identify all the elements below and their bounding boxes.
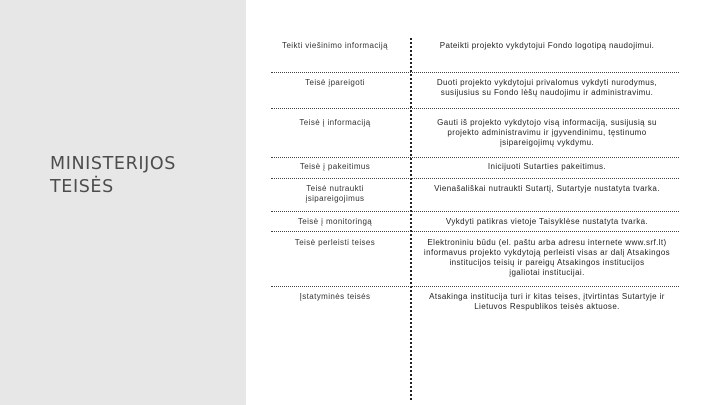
row-description-line: Gauti iš projekto vykdytojo visą informaciją, susijusią su xyxy=(437,118,657,127)
row-description-line: įsipareigojimų vykdymu. xyxy=(499,138,595,147)
slide-title xyxy=(50,153,240,199)
row-term-line: Teisė nutraukti xyxy=(306,184,364,193)
row-description-line: įgaliotai institucijai. xyxy=(509,268,585,277)
table-row xyxy=(271,118,679,156)
row-description-line: Lietuvos Respublikos teisės aktuose. xyxy=(474,302,620,311)
row-separator xyxy=(271,231,679,232)
row-description xyxy=(415,217,679,227)
table-row xyxy=(271,41,679,79)
row-description-line: Duoti projekto vykdytojui privalomus vykdyti nurodymus, xyxy=(436,78,658,87)
row-term: Teisė į informaciją xyxy=(299,118,371,127)
row-description-line: Inicijuoti Sutarties pakeitimus. xyxy=(487,162,607,171)
slide-title-line-1: MINISTERIJOS xyxy=(50,154,176,174)
row-description-line: susijusius su Fondo lėšų naudojimu ir administravimu. xyxy=(440,88,654,97)
table-row xyxy=(271,238,679,276)
row-description-line: projekto administravimu ir įgyvendinimu, tęstinumo xyxy=(447,128,647,137)
row-term: Įstatyminės teisės xyxy=(299,292,371,301)
row-description xyxy=(415,41,679,51)
row-separator xyxy=(271,72,679,73)
row-description-line: Elektroniniu būdu (el. paštu arba adresu internete www.srf.lt) xyxy=(427,238,667,247)
row-description xyxy=(415,78,679,98)
left-panel xyxy=(0,0,246,405)
row-description xyxy=(415,238,679,278)
row-description-line: Pateikti projekto vykdytojui Fondo logotipą naudojimui. xyxy=(439,41,655,50)
row-separator xyxy=(271,108,679,109)
row-description xyxy=(415,118,679,148)
row-description xyxy=(415,184,679,194)
row-separator xyxy=(271,157,679,158)
table-row xyxy=(271,292,679,330)
row-term-line: įsipareigojimus xyxy=(305,194,365,203)
row-description-line: informavus projekto vykdytoją perleisti visas ar dalį Atsakingos xyxy=(423,248,671,257)
row-term xyxy=(271,184,399,204)
row-term: Teisė įpareigoti xyxy=(305,78,365,87)
row-term: Teisė į pakeitimus xyxy=(299,162,371,171)
row-separator xyxy=(271,178,679,179)
slide-title-line-2: TEISĖS xyxy=(50,177,114,197)
row-description-line: Vykdyti patikras vietoje Taisyklėse nustatyta tvarka. xyxy=(445,217,649,226)
row-description-line: Vienašališkai nutraukti Sutartį, Sutartyje nustatyta tvarka. xyxy=(434,184,660,193)
row-term: Teisė į monitoringą xyxy=(297,217,373,226)
row-description xyxy=(415,292,679,312)
row-term: Teisė perleisti teises xyxy=(294,238,376,247)
row-term: Teikti viešinimo informaciją xyxy=(282,41,388,50)
row-description xyxy=(415,162,679,172)
table-row xyxy=(271,78,679,116)
row-separator xyxy=(271,286,679,287)
row-separator xyxy=(271,211,679,212)
row-description-line: Atsakinga institucija turi ir kitas teises, įtvirtintas Sutartyje ir xyxy=(429,292,665,301)
row-description-line: institucijos teisių ir pareigų Atsakingos institucijos xyxy=(449,258,645,267)
